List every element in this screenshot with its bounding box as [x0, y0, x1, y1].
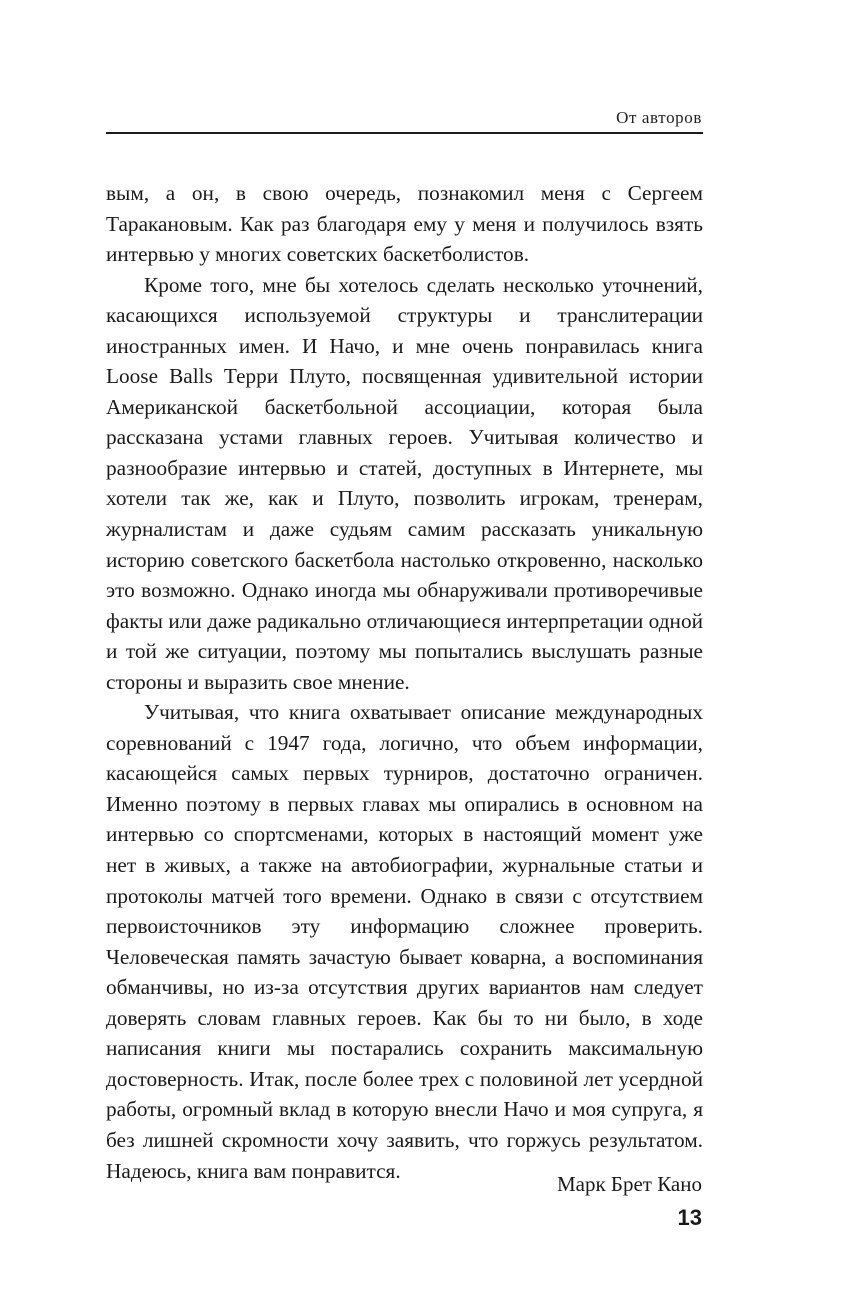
body-text — [106, 178, 703, 1186]
header-rule — [106, 132, 703, 134]
paragraph-transliteration: Кроме того, мне бы хотелось сделать несколько уточнений, касающихся используемой структуры и транслитерации иностранных имен. И Начо, и мне очень понравилась книга Loose Balls Терри Плуто, посвященная удивительной истории Американской баскетбольной ассоциации, которая была рассказана устами главных героев. Учитывая количество и разнообразие интервью и статей, доступных в Интернете, мы хотели так же, как и Плуто, позволить игрокам, тренерам, журналистам и даже судьям самим рассказать уникальную историю советского баскетбола настолько откровенно, насколько это возможно. Однако иногда мы обнаруживали противоречивые факты или даже радикально отличающиеся интерпретации одной и той же ситуации, поэтому мы попытались выслушать разные стороны и выразить свое мнение. — [106, 272, 703, 694]
running-head-title: От авторов — [616, 108, 702, 127]
paragraph-sources: Учитывая, что книга охватывает описание международных соревнований с 1947 года, логично, что объем информации, касающейся самых первых турниров, достаточно ограничен. Именно поэтому в первых главах мы опирались в основном на интервью со спортсменами, которых в настоящий момент уже нет в живых, а также на автобиографии, журнальные статьи и протоколы матчей того времени. Однако в связи с отсутствием первоисточников эту информацию сложнее проверить. Человеческая память зачастую бывает коварна, а воспоминания обманчивы, но из-за отсутствия других вариантов нам следует доверять словам главных героев. Как бы то ни было, в ходе написания книги мы постарались сохранить максимальную достоверность. Итак, после более трех с половиной лет усердной работы, огромный вклад в которую внесли Начо и моя супруга, я без лишней скромности хочу заявить, что горжусь результатом. Надеюсь, книга вам понравится. — [106, 700, 703, 1183]
page-number: 13 — [677, 1205, 702, 1230]
paragraph-continuation: вым, а он, в свою очередь, познакомил меня с Сергеем Таракановым. Как раз благодаря ему у меня и получилось взять интервью у многих советских баскетболистов. — [106, 181, 703, 267]
author-signature: Марк Брет Кано — [556, 1172, 702, 1196]
